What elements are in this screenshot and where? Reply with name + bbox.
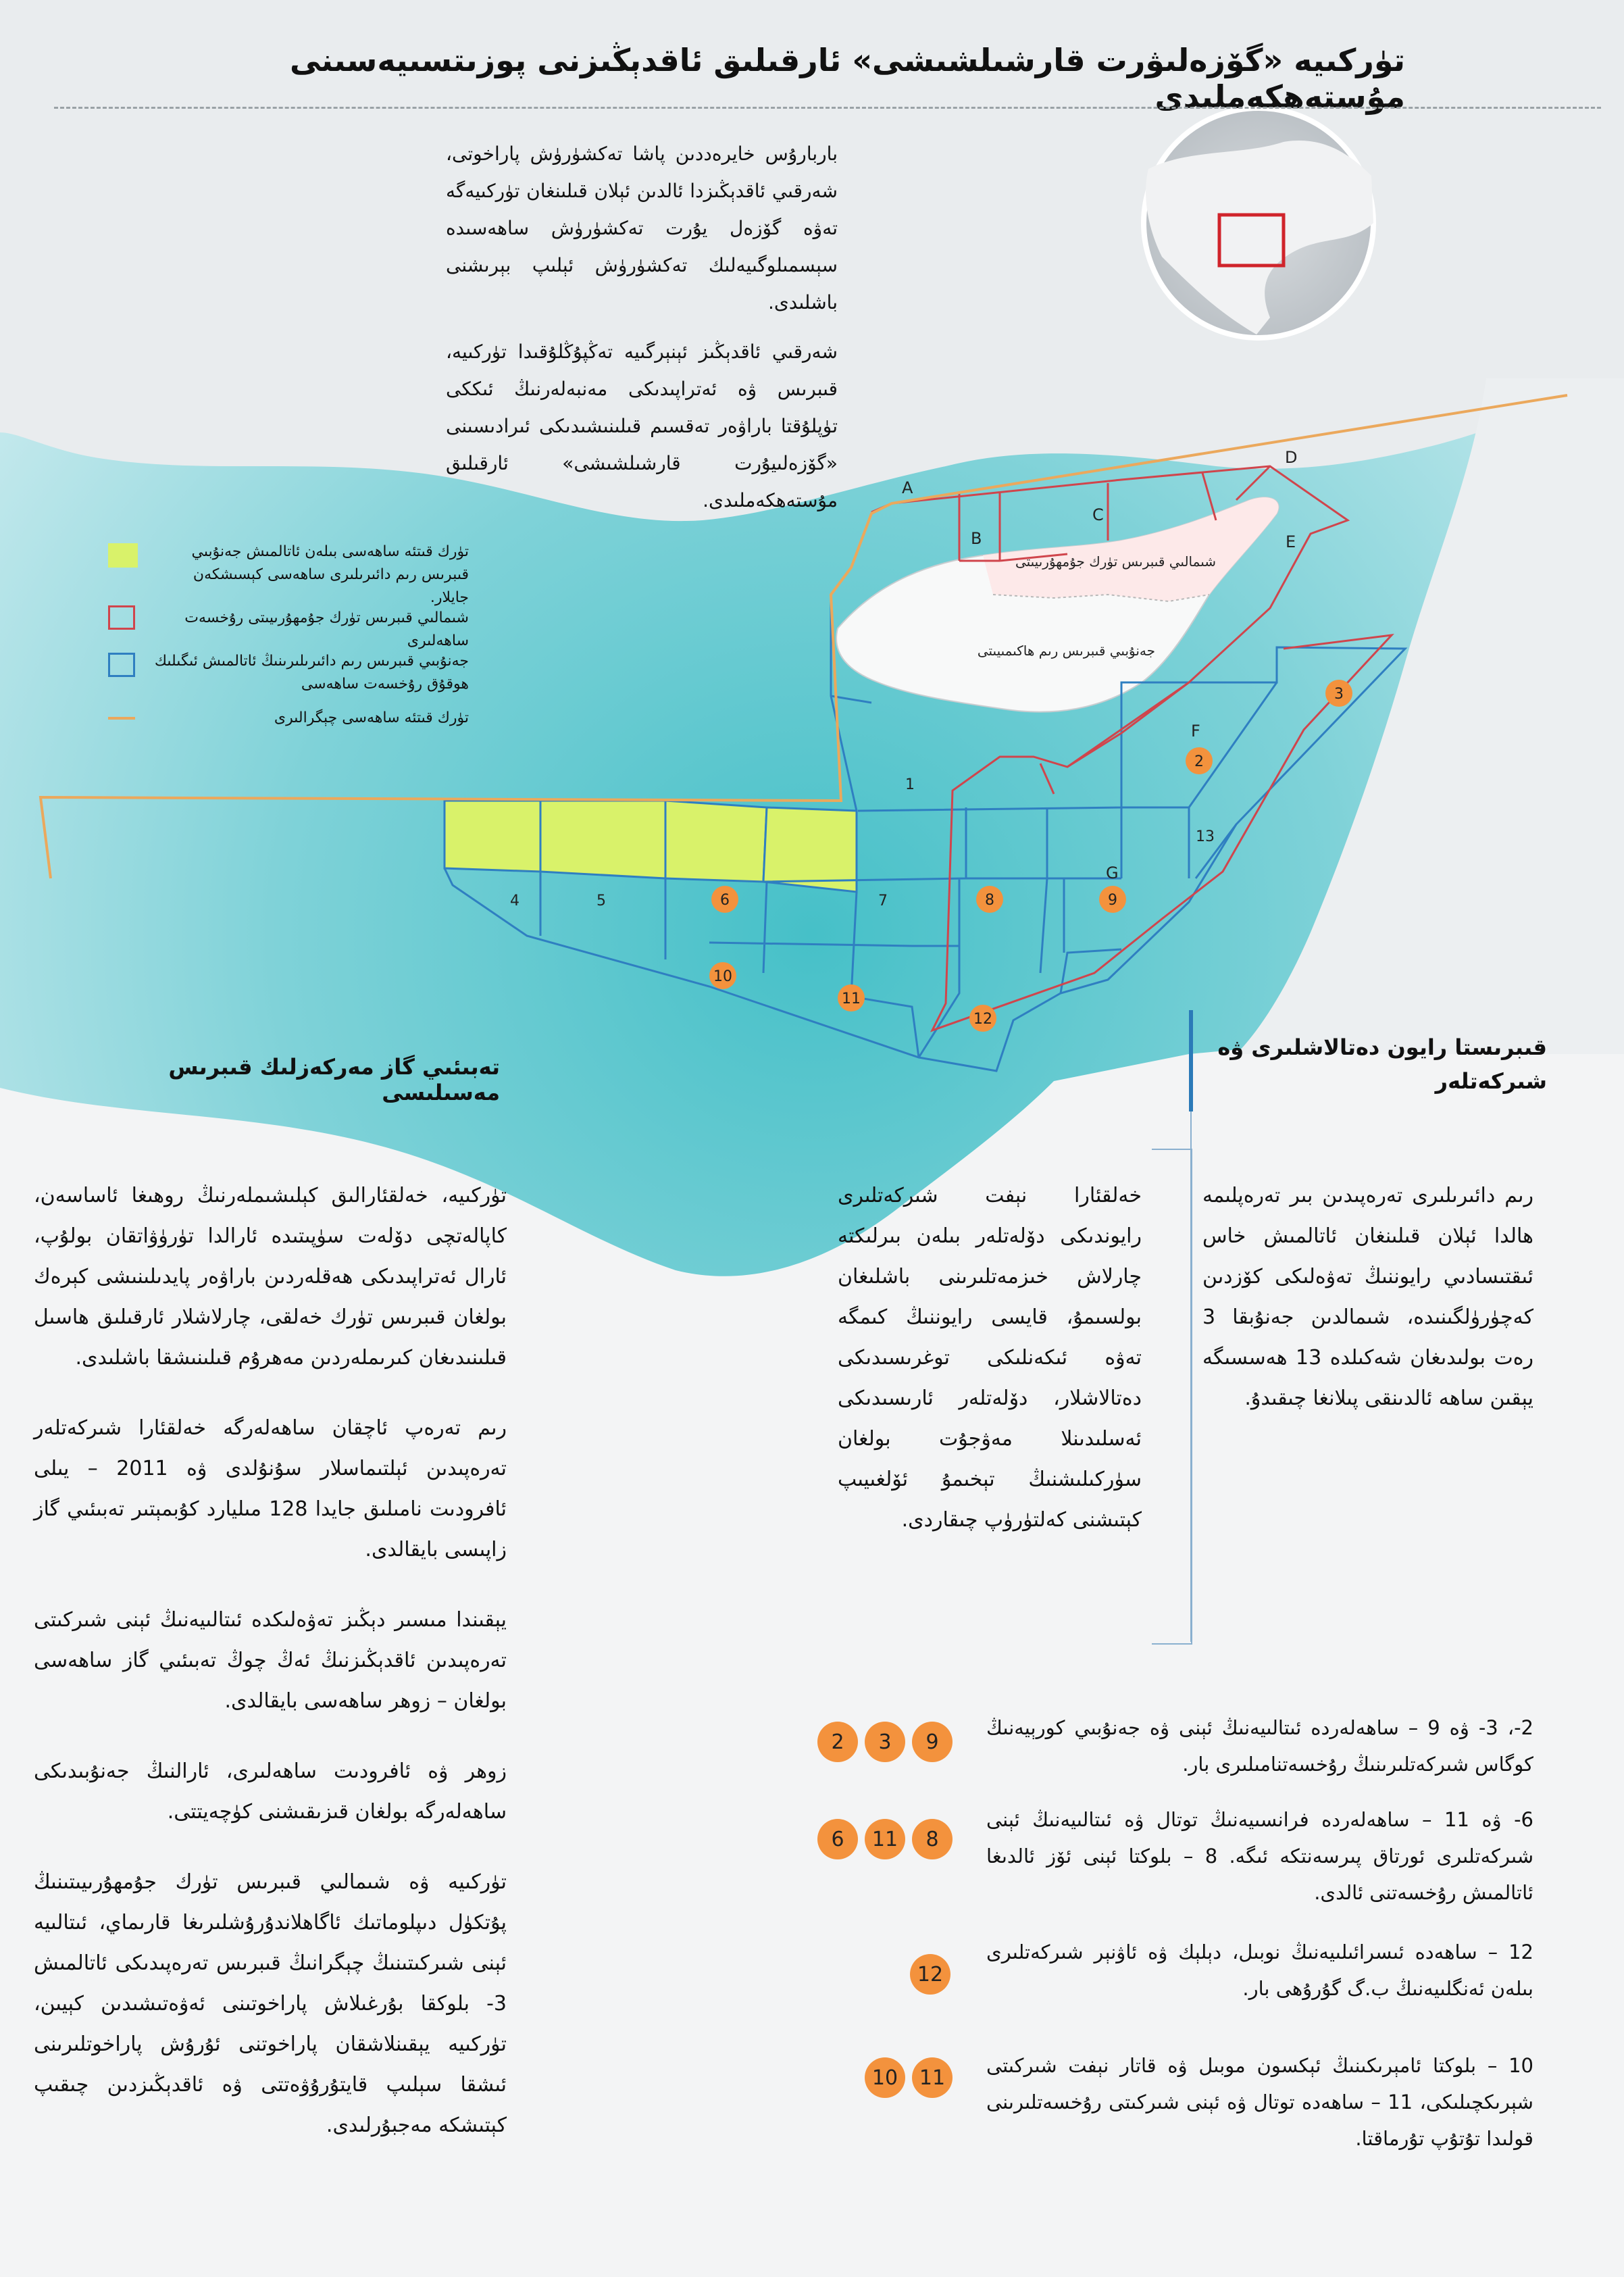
right-column (1202, 1176, 1533, 1449)
note-bubbles (910, 1954, 950, 1995)
block-bubble: 6 (817, 1819, 858, 1859)
block-number: 1 (905, 776, 915, 793)
block-bubble: 10 (865, 2057, 905, 2098)
accent-bar (1189, 1010, 1193, 1111)
overlap-zone (763, 807, 857, 892)
overlap-zone (445, 801, 540, 872)
note-item: 12 – ساھەدە ئىسرائىلىيەنىڭ نوبىل، دېلېك ۋە ئاۋنېر شىركەتلىرى بىلەن ئەنگلىيەنىڭ ب.گ گۇرۇھى بار. (986, 1941, 1533, 2000)
block-bubble: 8 (985, 892, 994, 909)
block-bubble: 12 (973, 1011, 992, 1028)
north-cyprus-label: شىمالىي قىبرىس تۈرك جۇمھۇرىيىتى (1015, 553, 1216, 570)
zone-letter-e: E (1286, 532, 1296, 551)
block-bubble: 3 (1334, 686, 1344, 703)
page-title: تۈركىيە «گۆزەلىۋرت قارشىلشىشى» ئارقىلىق ئاقدېڭىزنى پوزىتسىيەسىنى مۇستەھكەملىدى (289, 42, 1405, 115)
legend-swatch-green (108, 543, 138, 568)
block-bubble: 9 (912, 1722, 953, 1762)
middle-column (838, 1176, 1142, 1570)
intro-text (446, 135, 838, 531)
note-bubbles (817, 1722, 953, 1762)
block-bubble: 12 (910, 1954, 950, 1995)
block-bubble: 8 (912, 1819, 953, 1859)
globe-inset (1144, 108, 1373, 338)
block-number: 13 (1196, 828, 1215, 845)
left-paragraph: تۈركىيە، خەلقئارالىق كېلىشىملەرنىڭ روھىغا ئاساسەن، كاپالەتچى دۆلەت سۈپىتىدە ئارالدا تۈرۈۋاتقان بولۇپ، ئارال ئەتراپىدىكى ھەقلەردىن باراۋەر پايدىلىنىشى كېرەك بولغان قىبرىس تۈرك خەلقى، چارلاشلار ئارقىلىق ھاسىل قىلىنىدىغان كىرىملەردىن مەھرۇم قىلىنىشقا باشلىدى. (34, 1184, 507, 1370)
section-title-left: تەبىئىي گاز مەركەزلىك قىبرىس مەسىلىسى (168, 1054, 500, 1105)
left-paragraph: رىم تەرەپ ئاچقان ساھەلەرگە خەلقئارا شىركەتلەر تەرەپىدىن ئېلتىماسلار سۇنۇلدى ۋە 2011 – يىلى ئافرودىت نامىلىق جايدا 128 مىليارد كۇبمېتىر تەبىئىي گاز زاپىسى بايقالدى. (34, 1416, 507, 1561)
block-bubble: 3 (865, 1722, 905, 1762)
legend-swatch-red (108, 605, 135, 630)
block-bubble: 6 (720, 892, 730, 909)
block-number: 4 (510, 893, 519, 909)
block-bubble: 9 (1108, 892, 1117, 909)
legend-label-orange: تۈرك قىتئە ساھەسى چېگرالىرى (274, 709, 469, 726)
block-bubble: 11 (865, 1819, 905, 1859)
block-number: 7 (878, 893, 888, 909)
legend-swatch-blue (108, 653, 135, 677)
overlap-zone (540, 801, 665, 878)
zone-letter-b: B (971, 529, 982, 548)
south-cyprus-label: جەنۇبىي قىبرىس رىم ھاكىمىيىتى (977, 643, 1155, 659)
note-item: 10 – بلوكتا ئامېرىكىنىڭ ئېكسون موبىل ۋە قاتار نېفت شىركىتى شېرىكچىلىكى، 11 – ساھەدە توتال ۋە ئېنى شىركىتى رۇخسەتلىرىنى قولىدا تۇتۇپ تۇرماقتا. (986, 2054, 1533, 2150)
note-bubbles (817, 1819, 953, 1859)
note-bubbles (865, 2057, 953, 2098)
left-paragraph: زوھر ۋە ئافرودىت ساھەلىرى، ئارالنىڭ جەنۇبىدىكى ساھەلەرگە بولغان قىزىقىشنى كۈچەيتتى. (34, 1759, 507, 1824)
middle-paragraph: خەلقئارا نېفت شىركەتلىرى رايوندىكى دۆلەتلەر بىلەن بىرلىكتە چارلاش خىزمەتلىرىنى باشلىغان بولسىمۇ، قايسى رايوننىڭ كىمگە تەۋە ئىكەنلىكى توغرىسىدىكى دەتالاشلار، دۆلەتلەر ئارىسىدىكى ئەسلىدىنلا مەۋجۇت بولغان سۈركىلىشنىڭ تېخىمۇ ئۆلغىيىپ كېتىشنى كەلتۈرۈپ چىقاردى. (838, 1184, 1142, 1532)
left-paragraph: يېقىندا مىسىر دېڭىز تەۋەلىكدە ئىتالىيەنىڭ ئېنى شىركىتى تەرەپىدىن ئاقدېڭىزنىڭ ئەڭ چوڭ تەبىئىي گاز ساھەسى بولغان – زوھر ساھەسى بايقالدى. (34, 1608, 507, 1713)
block-bubble: 11 (912, 2057, 953, 2098)
zone-letter-d: D (1285, 448, 1298, 467)
column-bracket (1152, 1149, 1192, 1645)
intro-paragraph: باربارۇس خايرەددىن پاشا تەكشۈرۈش پاراخوتى، شەرقىي ئاقدېڭىزدا ئالدىن ئېلان قىلىنغان تۈركىيەگە تەۋە گۆزەل يۇرت تەكشۈرۈش ساھەسىدە سېسمىلوگىيەلىك تەكشۈرۈش ئېلىپ بېرىشنى باشلىدى. (446, 143, 838, 314)
intro-paragraph: شەرقىي ئاقدېڭىز ئېنېرگىيە تەڭپۇڭلۇقىدا تۈركىيە، قىبرىس ۋە ئەتراپىدىكى مەنبەلەرنىڭ ئىككى تۈپلۇقتا باراۋەر تەقسىم قىلىنىشىدىكى ئىرادىسىنى «گۆزەلىيۇرت قارشىلشىشى» ئارقىلىق مۇستەھكەملىدى. (446, 341, 838, 511)
section-title-right: قىبرىستا رايون دەتالاشلىرى ۋە شىركەتلەر (1217, 1034, 1547, 1094)
left-column (34, 1176, 507, 2176)
block-bubble: 2 (817, 1722, 858, 1762)
block-bubble: 10 (713, 968, 732, 985)
zone-letter-c: C (1092, 505, 1104, 524)
note-item: 6- ۋە 11 – ساھەلەردە فرانسىيەنىڭ توتال ۋە ئىتالىيەنىڭ ئېنى شىركەتلىرى ئورتاق پىرسەنتكە ئىگە. 8 – بلوكتا ئېنى ئۆز ئالدىغا ئاتالمىش رۇخسەتنى ئالدى. (986, 1808, 1533, 1904)
right-paragraph: رىم دائىرىلىرى تەرەپىدىن بىر تەرەپلىمە ھالدا ئېلان قىلىنغان ئاتالمىش خاس ئىقتىسادىي رايوننىڭ تەۋەلىكى كۆزدىن كەچۈرۈلگىنىدە، شىمالدىن جەنۇبقا 3 رەت بولىدىغان شەكىلدە 13 ھەسسىگە يېقىن ساھە ئالدىنقى پىلانغا چىقىدۇ. (1202, 1184, 1534, 1410)
note-item: 2-، 3- ۋە 9 – ساھەلەردە ئىتالىيەنىڭ ئېنى ۋە جەنۇبىي كورېيەنىڭ كوگاس شىركەتلىرىنىڭ رۇخسەتنامىلىرى بار. (986, 1716, 1533, 1776)
zone-letter-g: G (1106, 864, 1119, 882)
title-divider (54, 107, 1601, 109)
legend-label-green: تۈرك قىتئە ساھەسى بىلەن ئاتالمىش جەنۇبىي قىبرىس رىم دائىرىلىرى ساھەسى كېسىشكەن جايلار. (191, 543, 469, 606)
zone-letter-a: A (902, 478, 913, 497)
legend-swatch-orange (108, 717, 135, 720)
block-bubble: 2 (1194, 753, 1204, 770)
left-paragraph: تۈركىيە ۋە شىمالىي قىبرىس تۈرك جۇمھۇرىيىتىنىڭ پۇتكۈل دىپلوماتىك ئاگاھلاندۇرۇشلىرىغا قارىماي، ئىتالىيە ئېنى شىركىتىنىڭ چېگرانىڭ قىبرىس تەرەپىدىكى ئاتالمىش 3- بلوكقا بۇرغىلاش پاراخوتىنى ئەۋەتىشىدىن كېيىن، تۈركىيە يېقىنلاشقان پاراخوتنى ئۇرۇش پاراخوتلىرىنى ئىشقا سېلىپ قايتۇرۇۋەتتى ۋە ئاقدېڭىزدىن چىقىپ كېتىشكە مەجبۇرلىدى. (34, 1870, 507, 2137)
block-number: 5 (597, 893, 606, 909)
legend-label-blue: جەنۇبىي قىبرىس رىم دائىرىلىرىنىڭ ئاتالمىش ئىگىلىك ھوقۇق رۇخسەت ساھەسى (154, 653, 469, 693)
legend-label-red: شىمالىي قىبرىس تۈرك جۇمھۇرىيىتى رۇخسەت ساھەلىرى (184, 609, 469, 649)
zone-letter-f: F (1191, 722, 1200, 741)
block-bubble: 11 (842, 991, 861, 1007)
overlap-zone (665, 801, 767, 882)
